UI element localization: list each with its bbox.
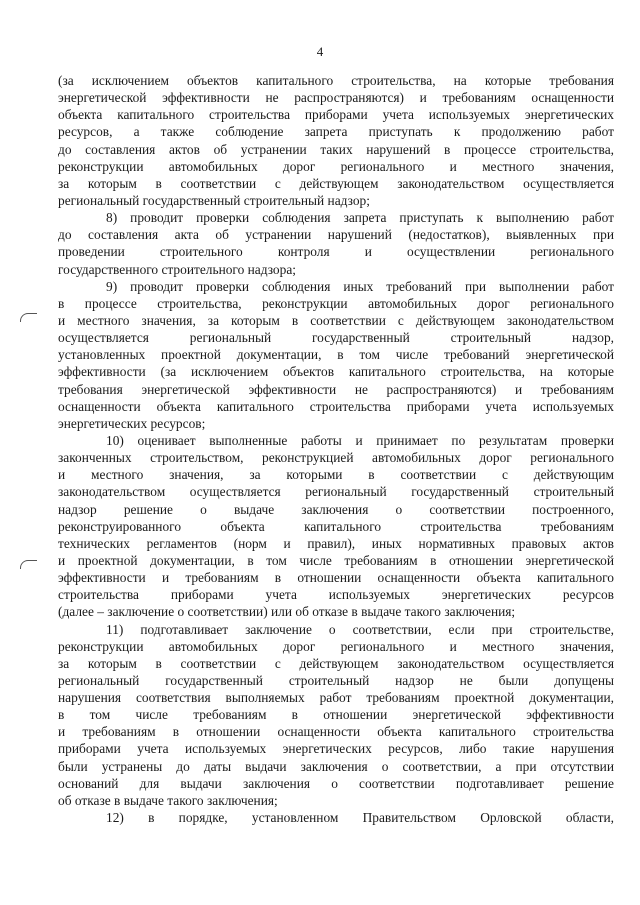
text-line: 12) в порядке, установленном Правительством Орловской области,: [106, 810, 614, 826]
text-line: и местного значения, за которыми в соответствии с действующим: [58, 467, 614, 483]
text-line: были устранены до даты выдачи заключения о соответствии, а при отсутствии: [58, 758, 614, 774]
document-body: [58, 72, 614, 826]
text-line: 8) проводит проверки соблюдения запрета приступать к выполнению работ: [106, 210, 614, 226]
text-line: 9) проводит проверки соблюдения иных требований при выполнении работ: [106, 278, 614, 294]
text-line: технических регламентов (норм и правил), иных нормативных правовых актов: [58, 535, 614, 551]
text-line: и местного значения, за которым в соответствии с действующем законодательством: [58, 312, 614, 328]
text-line: (за исключением объектов капитального строительства, на которые требования: [58, 73, 614, 88]
text-line: региональный государственный строительный надзор;: [58, 192, 370, 208]
text-line: до составления акта об устранении нарушений (недостатков), выявленных при: [58, 227, 614, 243]
text-line: и проектной документации, в том числе требованиям в отношении энергетической: [58, 552, 614, 568]
text-line: эффективности (за исключением объектов капитального строительства, на которые: [58, 364, 614, 380]
text-line: оснований для выдачи заключения о соответствии подготавливает решение: [58, 775, 614, 791]
text-line: приборами учета используемых энергетических ресурсов, либо такие нарушения: [58, 741, 614, 757]
text-line: в процессе строительства, реконструкции автомобильных дорог регионального: [58, 295, 614, 311]
margin-mark: [20, 560, 37, 569]
text-line: за которым в соответствии с действующем законодательством осуществляется: [58, 175, 614, 191]
text-line: эффективности и требованиям в отношении оснащенности объекта капитального: [58, 570, 614, 586]
text-line: оснащенности объекта капитального строительства приборами учета используемых: [58, 398, 614, 414]
text-line: 11) подготавливает заключение о соответствии, если при строительстве,: [106, 621, 614, 637]
text-line: осуществляется региональный государственный строительный надзор,: [58, 330, 614, 346]
text-line: законченных строительством, реконструкцией автомобильных дорог регионального: [58, 450, 614, 466]
text-line: законодательством осуществляется региональный государственный строительный: [58, 484, 614, 500]
text-line: (далее – заключение о соответствии) или об отказе в выдаче такого заключения;: [58, 604, 516, 620]
text-line: энергетических ресурсов;: [58, 415, 206, 431]
text-line: нарушения соответствия выполняемых работ требованиям проектной документации,: [58, 690, 614, 706]
text-line: строительства приборами учета используемых энергетических ресурсов: [58, 587, 614, 603]
text-line: ресурсов, а также соблюдение запрета приступать к продолжению работ: [58, 124, 614, 140]
text-line: в том числе требованиям в отношении энергетической эффективности: [58, 707, 614, 723]
text-line: установленных проектной документации, в том числе требований энергетической: [58, 347, 614, 363]
page-number: 4: [316, 44, 324, 59]
text-line: региональный государственный строительный надзор не были допущены: [58, 672, 614, 688]
text-line: энергетической эффективности не распространяются) и требованиям оснащенности: [58, 90, 614, 106]
text-line: государственного строительного надзора;: [58, 261, 296, 277]
text-line: проведении строительного контроля и осуществлении регионального: [58, 244, 614, 260]
text-line: за которым в соответствии с действующем законодательством осуществляется: [58, 655, 614, 671]
text-line: требования энергетической эффективности не распространяются) и требованиям: [58, 381, 614, 397]
margin-mark: [20, 313, 37, 322]
text-line: до составления актов об устранении таких нарушений в процессе строительства,: [58, 141, 614, 157]
text-line: реконструкции автомобильных дорог регионального и местного значения,: [58, 158, 614, 174]
text-line: реконструированного объекта капитального строительства требованиям: [58, 518, 614, 534]
text-line: надзор решение о выдаче заключения о соответствии построенного,: [58, 501, 614, 517]
text-line: объекта капитального строительства приборами учета используемых энергетических: [58, 107, 614, 123]
text-line: 10) оценивает выполненные работы и принимает по результатам проверки: [106, 432, 614, 448]
text-line: об отказе в выдаче такого заключения;: [58, 792, 278, 808]
text-line: реконструкции автомобильных дорог регионального и местного значения,: [58, 638, 614, 654]
text-line: и требованиям в отношении оснащенности объекта капитального строительства: [58, 724, 614, 740]
